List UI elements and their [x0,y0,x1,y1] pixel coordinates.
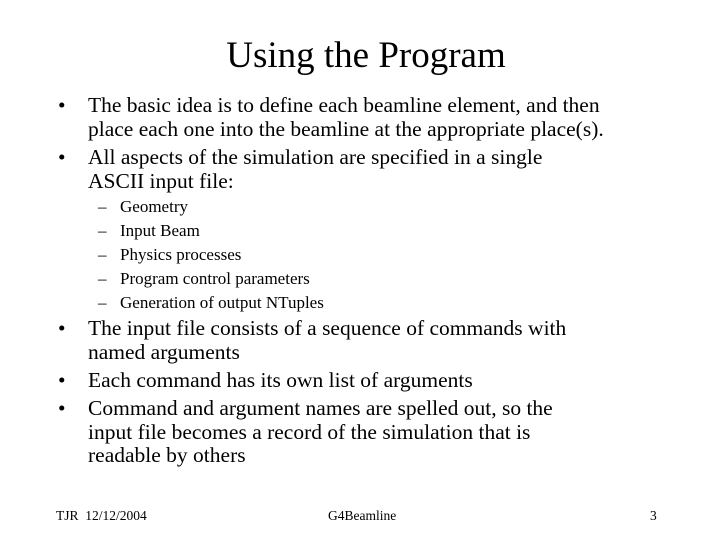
sub-item-text: Input Beam [120,221,200,240]
sub-item [98,195,188,219]
bullet-line: place each one into the beamline at the appropriate place(s). [88,116,604,141]
sub-item-marker: – [98,269,107,288]
bullet-line: All aspects of the simulation are specified in a single [88,145,543,169]
bullet-item [58,94,604,141]
bullet-marker: • [58,316,66,340]
bullet-item [58,397,553,468]
sub-item-text: Generation of output NTuples [120,293,324,312]
bullet-line: named arguments [88,339,240,364]
bullet-line: ASCII input file: [88,168,234,193]
sub-item-text: Geometry [120,197,188,216]
bullet-line: The basic idea is to define each beamline element, and then [88,93,600,117]
sub-item-marker: – [98,245,107,264]
bullet-item [58,146,542,193]
sub-item-marker: – [98,293,107,312]
bullet-line: input file becomes a record of the simulation that is [88,419,531,444]
bullet-line: readable by others [88,443,246,467]
slide-title: Using the Program [226,35,506,76]
sub-item-marker: – [98,221,107,240]
bullet-line: The input file consists of a sequence of commands with [88,316,567,340]
sub-item-text: Physics processes [120,245,242,264]
bullet-line: Command and argument names are spelled out, so the [88,396,553,420]
bullet-item [58,369,473,393]
footer-author-date: TJR 12/12/2004 [56,508,147,523]
bullet-line: Each command has its own list of arguments [88,368,473,392]
page-number: 3 [650,508,657,523]
bullet-marker: • [58,145,66,169]
footer-title: G4Beamline [328,508,397,523]
bullet-item [58,317,566,364]
sub-item-text: Program control parameters [120,269,310,288]
sub-item [98,267,310,291]
sub-item [98,219,200,243]
sub-item-marker: – [98,197,107,216]
sub-item [98,291,324,315]
bullet-marker: • [58,368,66,392]
bullet-marker: • [58,396,66,420]
bullet-marker: • [58,93,66,117]
sub-item [98,243,241,267]
